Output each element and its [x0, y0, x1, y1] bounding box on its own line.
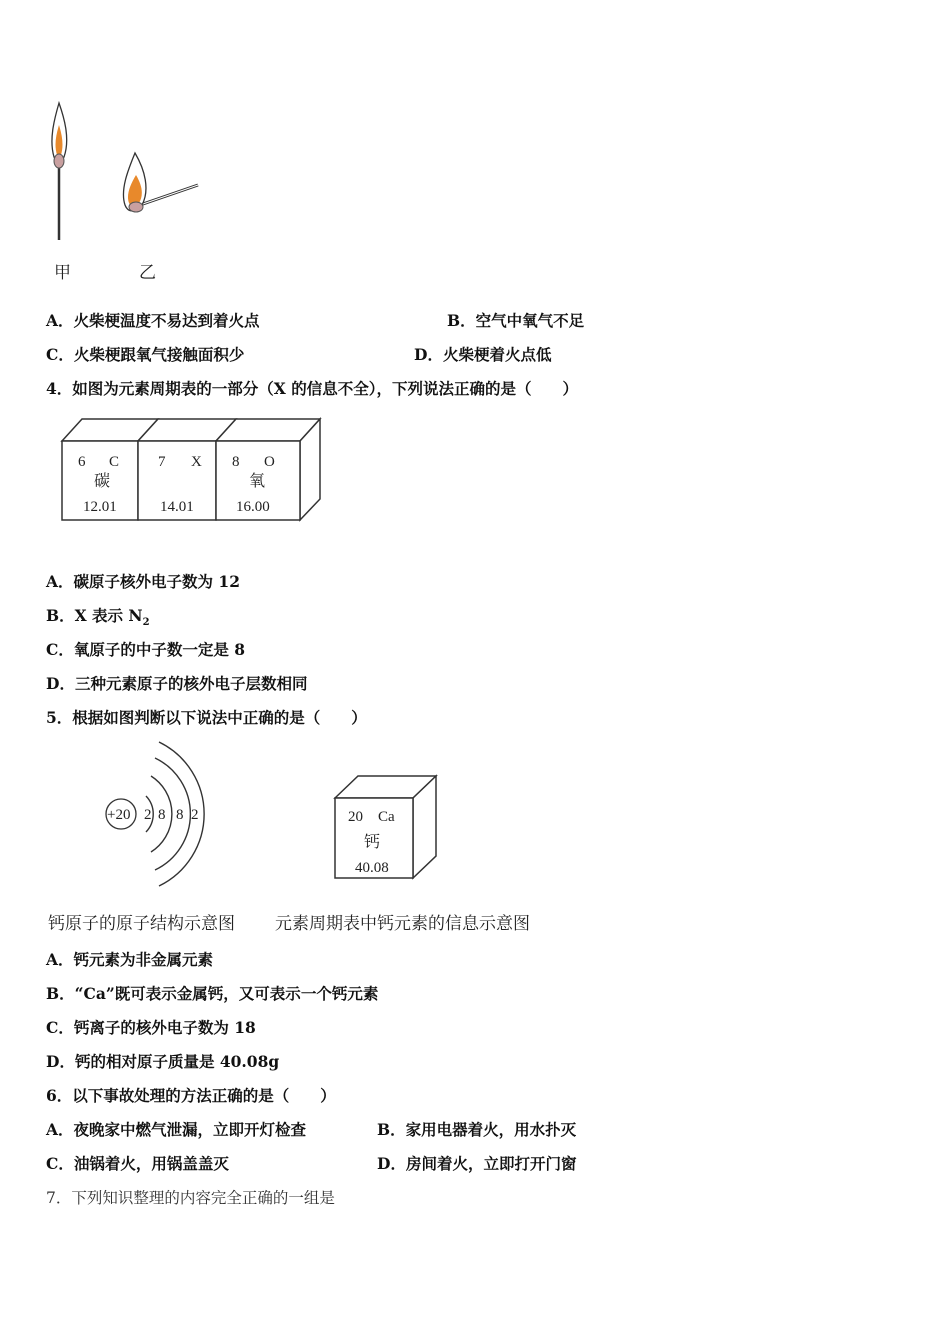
q4-option-d[interactable]: D．三种元素原子的核外电子层数相同: [46, 674, 308, 693]
q5-option-b[interactable]: B．“Ca”既可表示金属钙，又可表示一个钙元素: [46, 984, 379, 1003]
label-yi: 乙: [139, 263, 156, 283]
carbon-symbol: C: [109, 454, 120, 470]
q4-option-b-text: B．X 表示 N: [46, 606, 143, 625]
q6-option-a[interactable]: A．夜晚家中燃气泄漏，立即开灯检查: [46, 1120, 307, 1139]
carbon-mass: 12.01: [83, 499, 117, 515]
label-jia: 甲: [54, 263, 71, 283]
calcium-name: 钙: [364, 832, 381, 851]
q4-option-c[interactable]: C．氧原子的中子数一定是 8: [46, 640, 246, 659]
tilted-match-icon: [123, 153, 198, 212]
q6-option-d[interactable]: D．房间着火，立即打开门窗: [377, 1154, 577, 1173]
oxygen-symbol: O: [264, 454, 275, 470]
q7-stem: 7．下列知识整理的内容完全正确的一组是: [46, 1189, 335, 1207]
q3-option-a[interactable]: A．火柴梗温度不易达到着火点: [46, 311, 260, 330]
calcium-number: 20: [348, 809, 363, 825]
calcium-atom-diagram: [95, 740, 225, 890]
q4-option-a[interactable]: A．碳原子核外电子数为 12: [46, 572, 240, 591]
q5-option-d[interactable]: D．钙的相对原子质量是 40.08g: [46, 1052, 280, 1071]
oxygen-number: 8: [232, 454, 240, 470]
q5-option-c[interactable]: C．钙离子的核外电子数为 18: [46, 1018, 256, 1037]
calcium-symbol: Ca: [378, 809, 395, 825]
q4-option-b[interactable]: [46, 606, 150, 633]
q5-option-a[interactable]: A．钙元素为非金属元素: [46, 950, 214, 969]
carbon-number: 6: [78, 454, 86, 470]
nucleus-charge: +20: [107, 807, 131, 823]
calcium-mass: 40.08: [355, 860, 389, 876]
q4-stem: 4．如图为元素周期表的一部分（X 的信息不全），下列说法正确的是（ ）: [46, 379, 578, 398]
caption-element-info: 元素周期表中钙元素的信息示意图: [275, 914, 530, 934]
x-number: 7: [158, 454, 166, 470]
match-figure: [40, 95, 220, 255]
caption-atom-structure: 钙原子的原子结构示意图: [48, 914, 235, 934]
shell-3-electrons: 8: [176, 807, 184, 823]
q6-option-b[interactable]: B．家用电器着火，用水扑灭: [377, 1120, 577, 1139]
q4-option-b-subscript: 2: [142, 617, 150, 629]
oxygen-mass: 16.00: [236, 499, 270, 515]
q3-option-c[interactable]: C．火柴梗跟氧气接触面积少: [46, 345, 245, 364]
x-symbol: X: [191, 454, 202, 470]
q6-stem: 6．以下事故处理的方法正确的是（ ）: [46, 1086, 336, 1105]
q5-stem: 5．根据如图判断以下说法中正确的是（ ）: [46, 708, 367, 727]
shell-4-electrons: 2: [191, 807, 199, 823]
carbon-name: 碳: [94, 471, 111, 490]
oxygen-name: 氧: [249, 471, 266, 490]
shell-1-electrons: 2: [144, 807, 152, 823]
q3-option-d[interactable]: D．火柴梗着火点低: [414, 345, 552, 364]
periodic-table-fragment: [58, 415, 328, 527]
shell-2-electrons: 8: [158, 807, 166, 823]
x-mass: 14.01: [160, 499, 194, 515]
calcium-element-cell: [330, 772, 445, 884]
upright-match-icon: [52, 103, 67, 240]
q6-option-c[interactable]: C．油锅着火，用锅盖盖灭: [46, 1154, 229, 1173]
q3-option-b[interactable]: B．空气中氧气不足: [447, 311, 585, 330]
